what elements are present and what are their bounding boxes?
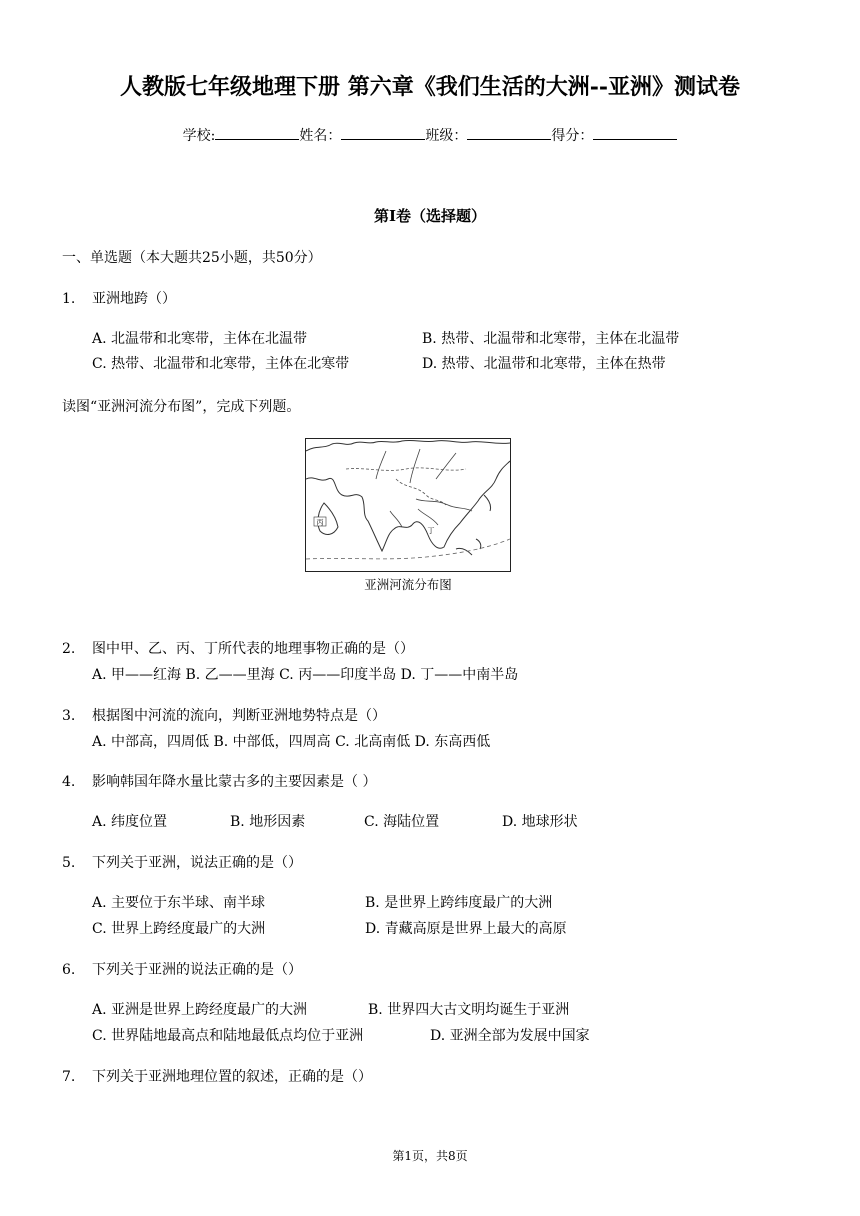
option-a: A. 北温带和北寒带，主体在北温带: [92, 331, 308, 347]
question-stem: 下列关于亚洲的说法正确的是（）: [92, 962, 302, 978]
map-label-ding: 丁: [427, 527, 435, 535]
asia-river-map: [305, 438, 511, 572]
map-label-bing: 丙: [316, 518, 324, 527]
option-c: C. 热带、北温带和北寒带，主体在北寒带: [92, 356, 350, 372]
question-number: 7.: [62, 1069, 76, 1085]
question-1: [62, 288, 176, 308]
option-d: D. 地球形状: [502, 814, 578, 830]
option-a: A. 纬度位置: [92, 814, 168, 830]
question-6: [62, 959, 302, 979]
class-label: 班级：: [425, 128, 468, 144]
question-number: 4.: [62, 774, 76, 790]
option-c: C. 世界上跨经度最广的大洲: [92, 921, 266, 937]
section-heading: 一、单选题（本大题共25小题，共50分）: [62, 250, 322, 266]
student-info-line: [0, 125, 860, 145]
score-label: 得分：: [551, 128, 594, 144]
name-blank: [341, 126, 425, 140]
option-a: A. 主要位于东半球、南半球: [92, 895, 266, 911]
question-4: [62, 771, 376, 791]
map-caption: 亚洲河流分布图: [364, 577, 452, 592]
name-label: 姓名：: [299, 128, 342, 144]
question-number: 6.: [62, 962, 76, 978]
map-drawing: [306, 439, 510, 571]
question-number: 1.: [62, 291, 76, 307]
question-3-options: A. 中部高，四周低 B. 中部低，四周高 C. 北高南低 D. 东高西低: [92, 734, 491, 750]
option-b: B. 热带、北温带和北寒带，主体在北温带: [422, 331, 680, 347]
question-number: 5.: [62, 855, 76, 871]
option-a: A. 亚洲是世界上跨经度最广的大洲: [92, 1002, 308, 1018]
question-7: [62, 1066, 372, 1086]
option-c: C. 海陆位置: [364, 814, 440, 830]
volume-heading: 第I卷（选择题）: [373, 207, 487, 225]
question-5: [62, 852, 302, 872]
question-stem: 根据图中河流的流向，判断亚洲地势特点是（）: [92, 708, 386, 724]
option-d: D. 亚洲全部为发展中国家: [430, 1028, 590, 1044]
question-stem: 图中甲、乙、丙、丁所代表的地理事物正确的是（）: [92, 641, 414, 657]
option-d: D. 青藏高原是世界上最大的高原: [365, 921, 567, 937]
option-d: D. 热带、北温带和北寒带，主体在热带: [422, 356, 666, 372]
question-stem: 影响韩国年降水量比蒙古多的主要因素是（ ）: [92, 774, 377, 790]
question-number: 3.: [62, 708, 76, 724]
question-number: 2.: [62, 641, 76, 657]
question-3: [62, 705, 386, 725]
page-footer: 第1页，共8页: [392, 1149, 468, 1163]
question-stem: 下列关于亚洲，说法正确的是（）: [92, 855, 302, 871]
school-label: 学校:: [182, 128, 216, 144]
option-b: B. 世界四大古文明均诞生于亚洲: [368, 1002, 570, 1018]
option-b: B. 地形因素: [230, 814, 306, 830]
question-2-options: A. 甲——红海 B. 乙——里海 C. 丙——印度半岛 D. 丁——中南半岛: [92, 667, 519, 683]
page-title: 人教版七年级地理下册 第六章《我们生活的大洲--亚洲》测试卷: [120, 74, 740, 100]
score-blank: [593, 126, 677, 140]
class-blank: [467, 126, 551, 140]
question-stem: 亚洲地跨（）: [92, 291, 176, 307]
option-c: C. 世界陆地最高点和陆地最低点均位于亚洲: [92, 1028, 364, 1044]
reading-prompt: 读图“亚洲河流分布图”，完成下列题。: [62, 399, 301, 415]
option-b: B. 是世界上跨纬度最广的大洲: [365, 895, 553, 911]
school-blank: [215, 126, 299, 140]
question-stem: 下列关于亚洲地理位置的叙述，正确的是（）: [92, 1069, 372, 1085]
question-2: [62, 638, 414, 658]
